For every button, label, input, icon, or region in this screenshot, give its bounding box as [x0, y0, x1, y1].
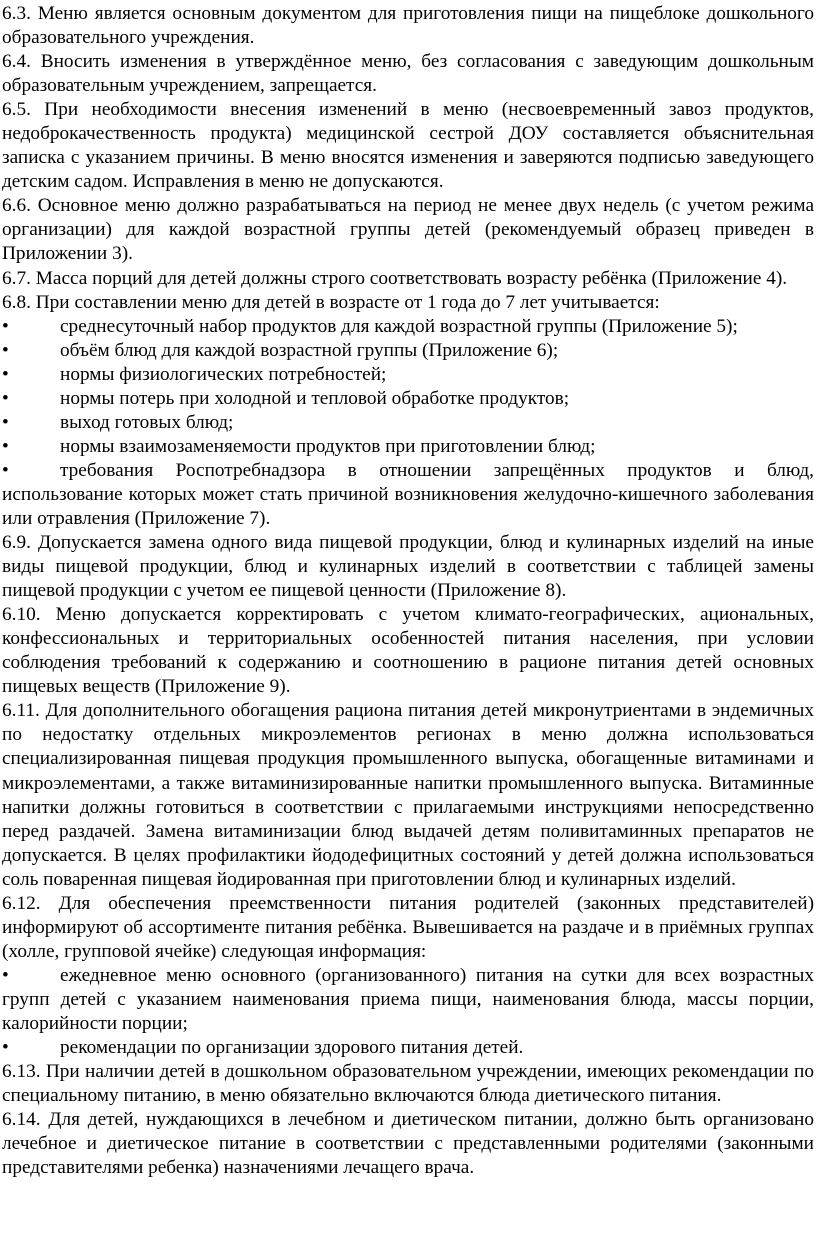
bullet-item — [2, 411, 814, 435]
bullet-text: требования Роспотребнадзора в отношении запрещённых продуктов и блюд, использование которых может стать причиной возникновения желудочно-кишечного заболевания или отравления (Приложение 7). — [2, 459, 814, 529]
paragraph-6-11: 6.11. Для дополнительного обогащения рациона питания детей микронутриентами в эндемичных по недостатку отдельных микроэлементов регионах в меню должна использоваться специализированная пищевая продукция промышленного выпуска, обогащенные витаминами и микроэлементами, а также витаминизированные напитки промышленного выпуска. Витаминные напитки должны готовиться в соответствии с прилагаемыми инструкциями непосредственно перед раздачей. Замена витаминизации блюд выдачей детям поливитаминных препаратов не допускается. В целях профилактики йододефицитных состояний у детей должна использоваться соль поваренная пищевая йодированная при приготовлении блюд и кулинарных изделий. — [2, 700, 814, 890]
paragraph-6-6: 6.6. Основное меню должно разрабатываться на период не менее двух недель (с учетом режима организации) для каждой возрастной группы детей (рекомендуемый образец приведен в Приложении 3). — [2, 195, 814, 265]
bullet-item — [2, 363, 814, 387]
paragraph-6-4: 6.4. Вносить изменения в утверждённое меню, без согласования с заведующим дошкольным образовательным учреждением, запрещается. — [2, 51, 814, 97]
bullet-item — [2, 315, 814, 339]
bullet-text: рекомендации по организации здорового питания детей. — [60, 1037, 524, 1059]
bullet-marker: • — [2, 964, 9, 986]
bullet-text: выход готовых блюд; — [60, 411, 234, 433]
bullet-text: объём блюд для каждой возрастной группы (Приложение 6); — [60, 339, 559, 361]
paragraph-6-5: 6.5. При необходимости внесения изменений в меню (несвоевременный завоз продуктов, недоброкачественность продукта) медицинской сестрой ДОУ составляется объяснительная записка с указанием причины. В меню вносятся изменения и заверяются подписью заведующего детским садом. Исправления в меню не допускаются. — [2, 99, 814, 193]
bullet-text: среднесуточный набор продуктов для каждой возрастной группы (Приложение 5); — [60, 315, 738, 337]
paragraph-6-14: 6.14. Для детей, нуждающихся в лечебном и диетическом питании, должно быть организовано лечебное и диетическое питание в соответствии с представленными родителями (законными представителями ребенка) назначениями лечащего врача. — [2, 1109, 814, 1179]
bullet-marker: • — [2, 435, 9, 457]
bullet-marker: • — [2, 363, 9, 385]
bullet-marker: • — [2, 387, 9, 409]
bullet-marker: • — [2, 459, 9, 481]
bullet-marker: • — [2, 411, 9, 433]
paragraph-6-3: 6.3. Меню является основным документом для приготовления пищи на пищеблоке дошкольного образовательного учреждения. — [2, 3, 814, 49]
bullet-marker: • — [2, 1037, 9, 1059]
bullet-item — [2, 387, 814, 411]
paragraph-6-7: 6.7. Масса порций для детей должны строго соответствовать возрасту ребёнка (Приложение 4). — [2, 267, 788, 289]
bullet-text: нормы физиологических потребностей; — [60, 363, 387, 385]
paragraph-6-9: 6.9. Допускается замена одного вида пищевой продукции, блюд и кулинарных изделий на иные виды пищевой продукции, блюд и кулинарных изделий в соответствии с таблицей замены пищевой продукции с учетом ее пищевой ценности (Приложение 8). — [2, 532, 814, 602]
bullet-item — [2, 459, 814, 531]
bullet-item — [2, 339, 814, 363]
paragraph-6-13: 6.13. При наличии детей в дошкольном образовательном учреждении, имеющих рекомендации по специальному питанию, в меню обязательно включаются блюда диетического питания. — [2, 1061, 814, 1107]
bullet-text: ежедневное меню основного (организованного) питания на сутки для всех возрастных групп детей с указанием наименования приема пищи, наименования блюда, массы порции, калорийности порции; — [2, 964, 814, 1034]
bullet-text: нормы потерь при холодной и тепловой обработке продуктов; — [60, 387, 570, 409]
paragraph-6-10: 6.10. Меню допускается корректировать с учетом климато-географических, ациональных, конфессиональных и территориальных особенностей питания населения, при условии соблюдения требований к содержанию и соотношению в рационе питания детей основных пищевых веществ (Приложение 9). — [2, 604, 814, 698]
bullet-marker: • — [2, 339, 9, 361]
bullet-item — [2, 964, 814, 1036]
bullet-item — [2, 1036, 814, 1060]
bullet-marker: • — [2, 315, 9, 337]
paragraph-6-8: 6.8. При составлении меню для детей в возрасте от 1 года до 7 лет учитывается: — [2, 291, 660, 313]
bullet-text: нормы взаимозаменяемости продуктов при приготовлении блюд; — [60, 435, 596, 457]
bullet-item — [2, 435, 814, 459]
paragraph-6-12: 6.12. Для обеспечения преемственности питания родителей (законных представителей) информируют об ассортименте питания ребёнка. Вывешивается на раздаче и в приёмных группах (холле, групповой ячейке) следующая информация: — [2, 892, 814, 962]
